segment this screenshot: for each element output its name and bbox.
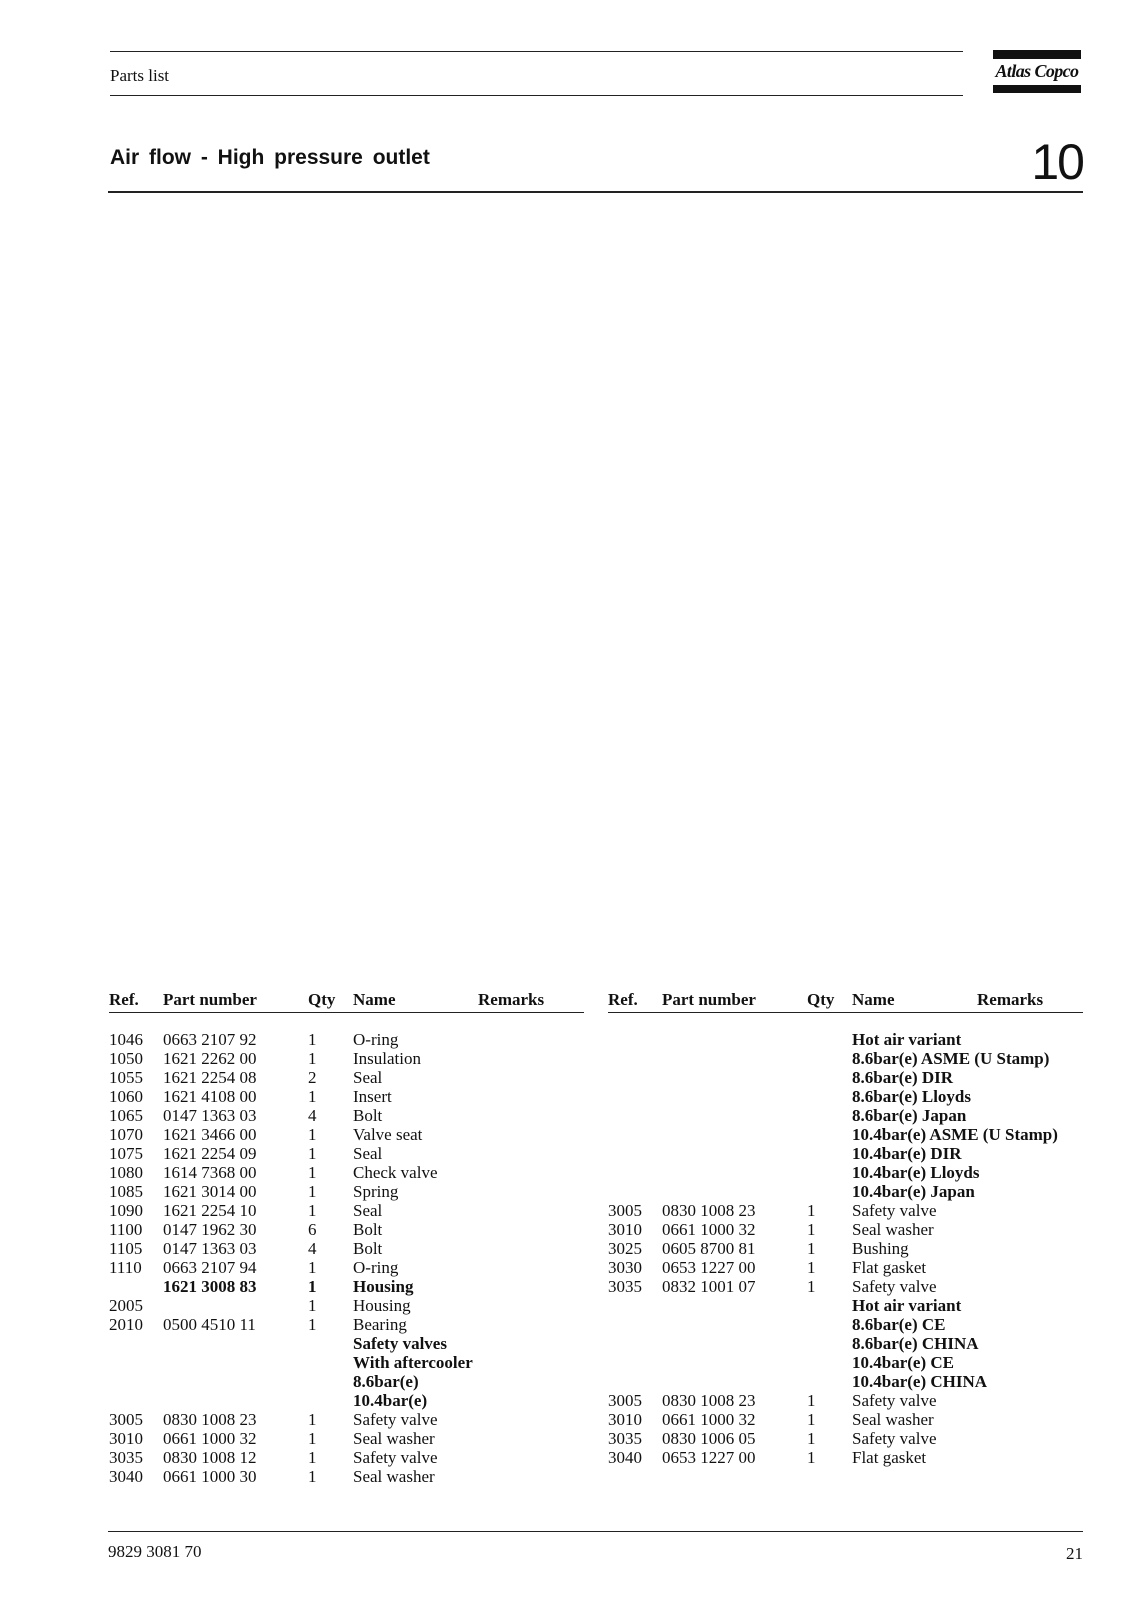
table-row bbox=[608, 1144, 1083, 1163]
cell-qty: 1 bbox=[308, 1410, 317, 1429]
cell-ref: 3025 bbox=[608, 1239, 642, 1258]
cell-ref: 3040 bbox=[608, 1448, 642, 1467]
table-row bbox=[109, 1125, 584, 1144]
cell-qty: 1 bbox=[308, 1163, 317, 1182]
cell-part-number: 0653 1227 00 bbox=[662, 1258, 756, 1277]
cell-qty: 1 bbox=[308, 1448, 317, 1467]
logo-top-bar bbox=[993, 50, 1081, 59]
cell-name: 8.6bar(e) CHINA bbox=[852, 1334, 979, 1353]
cell-name: Safety valve bbox=[852, 1201, 937, 1220]
cell-part-number: 0661 1000 32 bbox=[163, 1429, 257, 1448]
cell-name: Bolt bbox=[353, 1239, 383, 1258]
table-row bbox=[608, 1448, 1083, 1467]
cell-ref: 1070 bbox=[109, 1125, 143, 1144]
cell-part-number: 0653 1227 00 bbox=[662, 1448, 756, 1467]
cell-name: Seal bbox=[353, 1068, 383, 1087]
cell-part-number: 0147 1363 03 bbox=[163, 1239, 257, 1258]
cell-qty: 1 bbox=[308, 1277, 317, 1296]
table-row bbox=[608, 1087, 1083, 1106]
cell-part-number: 1621 4108 00 bbox=[163, 1087, 257, 1106]
cell-part-number: 1621 2254 10 bbox=[163, 1201, 257, 1220]
table-row bbox=[608, 1106, 1083, 1125]
table-row bbox=[109, 1049, 584, 1068]
table-row bbox=[109, 1087, 584, 1106]
cell-ref: 1046 bbox=[109, 1030, 143, 1049]
table-row bbox=[608, 1277, 1083, 1296]
cell-name: Flat gasket bbox=[852, 1258, 927, 1277]
cell-ref: 1050 bbox=[109, 1049, 143, 1068]
cell-part-number: 0147 1962 30 bbox=[163, 1220, 257, 1239]
table-row bbox=[109, 1030, 584, 1049]
cell-qty: 1 bbox=[807, 1201, 816, 1220]
table-row bbox=[109, 1391, 584, 1410]
cell-qty: 1 bbox=[308, 1144, 317, 1163]
section-number: 10 bbox=[1031, 134, 1083, 190]
cell-name: O-ring bbox=[353, 1258, 399, 1277]
cell-name: Safety valve bbox=[852, 1429, 937, 1448]
table-row bbox=[608, 1201, 1083, 1220]
cell-qty: 1 bbox=[308, 1087, 317, 1106]
cell-ref: 1105 bbox=[109, 1239, 143, 1258]
table-row bbox=[109, 1315, 584, 1334]
page-title: Air flow - High pressure outlet bbox=[110, 146, 430, 169]
cell-ref: 1085 bbox=[109, 1182, 143, 1201]
header-qty: Qty bbox=[308, 990, 336, 1009]
cell-name: 8.6bar(e) Lloyds bbox=[852, 1087, 971, 1106]
header-top-rule bbox=[110, 51, 963, 52]
cell-qty: 1 bbox=[807, 1448, 816, 1467]
cell-part-number: 0661 1000 30 bbox=[163, 1467, 257, 1486]
cell-part-number: 0500 4510 11 bbox=[163, 1315, 256, 1334]
cell-ref: 3035 bbox=[109, 1448, 143, 1467]
cell-name: Insulation bbox=[353, 1049, 421, 1068]
cell-ref: 1110 bbox=[109, 1258, 142, 1277]
cell-ref: 3005 bbox=[608, 1201, 642, 1220]
cell-ref: 3010 bbox=[608, 1220, 642, 1239]
cell-part-number: 1621 3466 00 bbox=[163, 1125, 257, 1144]
table-row bbox=[109, 1467, 584, 1486]
parts-table-right bbox=[608, 990, 1083, 1467]
parts-table-left bbox=[109, 990, 584, 1486]
logo-bottom-bar bbox=[993, 85, 1081, 93]
header-ref: Ref. bbox=[109, 990, 139, 1009]
cell-name: Hot air variant bbox=[852, 1030, 962, 1049]
table-row bbox=[608, 1315, 1083, 1334]
table-body bbox=[608, 1030, 1083, 1467]
cell-name: Safety valves bbox=[353, 1334, 447, 1353]
table-row bbox=[109, 1239, 584, 1258]
table-row bbox=[109, 1258, 584, 1277]
table-row bbox=[109, 1201, 584, 1220]
cell-qty: 2 bbox=[308, 1068, 317, 1087]
cell-part-number: 0663 2107 94 bbox=[163, 1258, 257, 1277]
cell-name: Seal bbox=[353, 1201, 383, 1220]
table-row bbox=[109, 1163, 584, 1182]
cell-qty: 1 bbox=[807, 1410, 816, 1429]
table-row bbox=[109, 1372, 584, 1391]
table-row bbox=[109, 1353, 584, 1372]
cell-ref: 1080 bbox=[109, 1163, 143, 1182]
section-label: Parts list bbox=[110, 66, 170, 85]
cell-ref: 3035 bbox=[608, 1277, 642, 1296]
cell-part-number: 1621 3014 00 bbox=[163, 1182, 257, 1201]
cell-name: 10.4bar(e) CE bbox=[852, 1353, 954, 1372]
cell-name: 8.6bar(e) Japan bbox=[852, 1106, 967, 1125]
cell-name: Housing bbox=[353, 1277, 414, 1296]
cell-part-number: 0830 1008 23 bbox=[163, 1410, 257, 1429]
table-row bbox=[109, 1277, 584, 1296]
header-name: Name bbox=[852, 990, 895, 1009]
cell-part-number: 0830 1008 23 bbox=[662, 1201, 756, 1220]
cell-name: 8.6bar(e) ASME (U Stamp) bbox=[852, 1049, 1050, 1068]
table-row bbox=[608, 1296, 1083, 1315]
cell-name: 10.4bar(e) ASME (U Stamp) bbox=[852, 1125, 1058, 1144]
cell-ref: 1090 bbox=[109, 1201, 143, 1220]
cell-ref: 3040 bbox=[109, 1467, 143, 1486]
table-row bbox=[608, 1353, 1083, 1372]
header-part-number: Part number bbox=[163, 990, 257, 1009]
cell-qty: 1 bbox=[308, 1296, 317, 1315]
cell-part-number: 0830 1006 05 bbox=[662, 1429, 756, 1448]
cell-qty: 1 bbox=[308, 1125, 317, 1144]
cell-name: Seal washer bbox=[852, 1410, 934, 1429]
cell-qty: 1 bbox=[308, 1182, 317, 1201]
cell-name: Valve seat bbox=[353, 1125, 423, 1144]
cell-name: Safety valve bbox=[852, 1277, 937, 1296]
cell-name: 10.4bar(e) Lloyds bbox=[852, 1163, 980, 1182]
cell-qty: 1 bbox=[807, 1429, 816, 1448]
atlas-copco-logo bbox=[993, 48, 1081, 94]
table-row bbox=[608, 1258, 1083, 1277]
header-ref: Ref. bbox=[608, 990, 638, 1009]
cell-name: 10.4bar(e) bbox=[353, 1391, 428, 1410]
cell-part-number: 1621 3008 83 bbox=[163, 1277, 257, 1296]
header-remarks: Remarks bbox=[478, 990, 545, 1009]
table-row bbox=[109, 1220, 584, 1239]
cell-part-number: 0830 1008 23 bbox=[662, 1391, 756, 1410]
cell-qty: 1 bbox=[308, 1429, 317, 1448]
footer-rule bbox=[108, 1531, 1083, 1532]
document-number: 9829 3081 70 bbox=[108, 1542, 202, 1561]
cell-ref: 1060 bbox=[109, 1087, 143, 1106]
cell-name: 8.6bar(e) CE bbox=[852, 1315, 946, 1334]
cell-part-number: 0147 1363 03 bbox=[163, 1106, 257, 1125]
header-remarks: Remarks bbox=[977, 990, 1044, 1009]
cell-qty: 1 bbox=[807, 1277, 816, 1296]
table-row bbox=[109, 1182, 584, 1201]
table-header bbox=[608, 990, 1083, 1010]
page-number: 21 bbox=[1066, 1544, 1083, 1563]
cell-qty: 1 bbox=[308, 1030, 317, 1049]
header-qty: Qty bbox=[807, 990, 835, 1009]
cell-name: 8.6bar(e) bbox=[353, 1372, 419, 1391]
table-row bbox=[109, 1429, 584, 1448]
table-row bbox=[608, 1429, 1083, 1448]
cell-ref: 1055 bbox=[109, 1068, 143, 1087]
cell-part-number: 1614 7368 00 bbox=[163, 1163, 257, 1182]
table-row bbox=[109, 1334, 584, 1353]
cell-name: 8.6bar(e) DIR bbox=[852, 1068, 954, 1087]
table-row bbox=[608, 1372, 1083, 1391]
cell-ref: 1065 bbox=[109, 1106, 143, 1125]
cell-name: Seal washer bbox=[852, 1220, 934, 1239]
title-rule bbox=[108, 191, 1083, 193]
cell-ref: 3005 bbox=[608, 1391, 642, 1410]
cell-name: With aftercooler bbox=[353, 1353, 473, 1372]
cell-name: 10.4bar(e) Japan bbox=[852, 1182, 975, 1201]
header-name: Name bbox=[353, 990, 396, 1009]
cell-name: 10.4bar(e) DIR bbox=[852, 1144, 962, 1163]
table-header-rule bbox=[608, 1012, 1083, 1013]
table-header bbox=[109, 990, 584, 1010]
cell-qty: 1 bbox=[308, 1467, 317, 1486]
cell-part-number: 0830 1008 12 bbox=[163, 1448, 257, 1467]
cell-qty: 1 bbox=[807, 1239, 816, 1258]
table-row bbox=[109, 1068, 584, 1087]
cell-name: Check valve bbox=[353, 1163, 438, 1182]
cell-name: 10.4bar(e) CHINA bbox=[852, 1372, 988, 1391]
table-header-rule bbox=[109, 1012, 584, 1013]
cell-ref: 3035 bbox=[608, 1429, 642, 1448]
cell-name: Insert bbox=[353, 1087, 392, 1106]
cell-name: Flat gasket bbox=[852, 1448, 927, 1467]
cell-part-number: 0661 1000 32 bbox=[662, 1220, 756, 1239]
cell-ref: 3010 bbox=[109, 1429, 143, 1448]
table-row bbox=[109, 1106, 584, 1125]
cell-qty: 4 bbox=[308, 1239, 317, 1258]
cell-name: Safety valve bbox=[852, 1391, 937, 1410]
table-row bbox=[608, 1410, 1083, 1429]
cell-qty: 4 bbox=[308, 1106, 317, 1125]
table-row bbox=[109, 1144, 584, 1163]
cell-part-number: 1621 2254 09 bbox=[163, 1144, 257, 1163]
cell-qty: 1 bbox=[807, 1391, 816, 1410]
cell-ref: 3030 bbox=[608, 1258, 642, 1277]
cell-name: Seal washer bbox=[353, 1429, 435, 1448]
cell-name: Seal bbox=[353, 1144, 383, 1163]
cell-name: Housing bbox=[353, 1296, 411, 1315]
cell-part-number: 0605 8700 81 bbox=[662, 1239, 756, 1258]
cell-name: Bolt bbox=[353, 1220, 383, 1239]
cell-qty: 1 bbox=[308, 1315, 317, 1334]
cell-ref: 1075 bbox=[109, 1144, 143, 1163]
table-row bbox=[608, 1163, 1083, 1182]
cell-name: Spring bbox=[353, 1182, 399, 1201]
table-row bbox=[109, 1296, 584, 1315]
cell-qty: 1 bbox=[807, 1220, 816, 1239]
cell-name: Seal washer bbox=[353, 1467, 435, 1486]
cell-part-number: 0663 2107 92 bbox=[163, 1030, 257, 1049]
cell-ref: 3010 bbox=[608, 1410, 642, 1429]
table-row bbox=[608, 1334, 1083, 1353]
table-body bbox=[109, 1030, 584, 1486]
cell-part-number: 1621 2254 08 bbox=[163, 1068, 257, 1087]
table-row bbox=[608, 1239, 1083, 1258]
cell-qty: 1 bbox=[308, 1049, 317, 1068]
table-row bbox=[608, 1220, 1083, 1239]
header-bottom-rule bbox=[110, 95, 963, 96]
cell-name: Bolt bbox=[353, 1106, 383, 1125]
table-row bbox=[608, 1030, 1083, 1049]
table-row bbox=[608, 1182, 1083, 1201]
cell-ref: 3005 bbox=[109, 1410, 143, 1429]
cell-qty: 1 bbox=[308, 1258, 317, 1277]
table-row bbox=[109, 1410, 584, 1429]
header-part-number: Part number bbox=[662, 990, 756, 1009]
drawing-area bbox=[108, 200, 1083, 980]
cell-ref: 2005 bbox=[109, 1296, 143, 1315]
table-row bbox=[608, 1125, 1083, 1144]
cell-qty: 1 bbox=[308, 1201, 317, 1220]
cell-part-number: 1621 2262 00 bbox=[163, 1049, 257, 1068]
cell-part-number: 0832 1001 07 bbox=[662, 1277, 756, 1296]
cell-name: Bushing bbox=[852, 1239, 909, 1258]
cell-name: Safety valve bbox=[353, 1410, 438, 1429]
cell-qty: 1 bbox=[807, 1258, 816, 1277]
table-row bbox=[608, 1049, 1083, 1068]
cell-qty: 6 bbox=[308, 1220, 317, 1239]
logo-wordmark: Atlas Copco bbox=[995, 61, 1079, 81]
table-row bbox=[608, 1391, 1083, 1410]
cell-name: Hot air variant bbox=[852, 1296, 962, 1315]
table-row bbox=[109, 1448, 584, 1467]
cell-name: Bearing bbox=[353, 1315, 407, 1334]
table-row bbox=[608, 1068, 1083, 1087]
cell-ref: 2010 bbox=[109, 1315, 143, 1334]
cell-name: O-ring bbox=[353, 1030, 399, 1049]
cell-name: Safety valve bbox=[353, 1448, 438, 1467]
cell-part-number: 0661 1000 32 bbox=[662, 1410, 756, 1429]
cell-ref: 1100 bbox=[109, 1220, 143, 1239]
